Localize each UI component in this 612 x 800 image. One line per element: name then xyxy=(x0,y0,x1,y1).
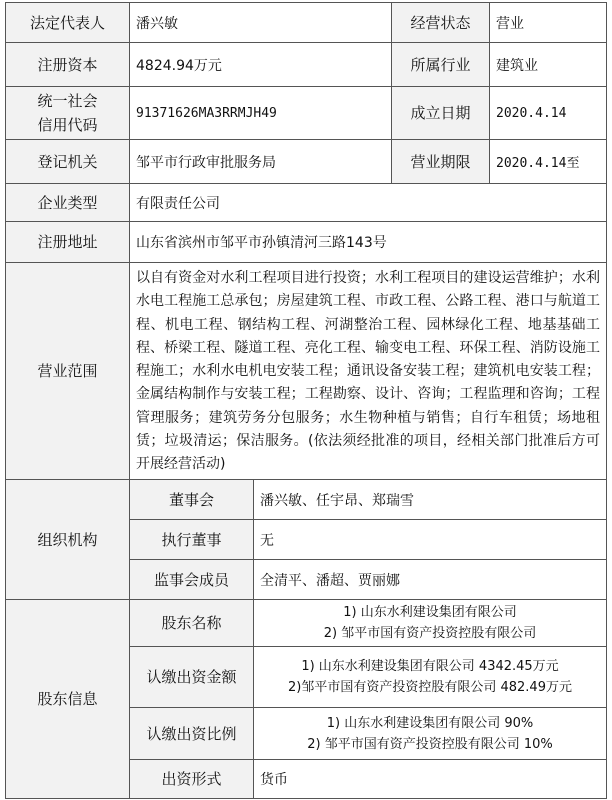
contribution-form-value: 货币 xyxy=(253,759,607,799)
contribution-form-label: 出资形式 xyxy=(129,759,254,799)
shareholders-label: 股东信息 xyxy=(5,599,130,799)
legal-rep-label: 法定代表人 xyxy=(5,2,130,43)
status-label: 经营状态 xyxy=(391,2,490,43)
list-item: 2) 邹平市国有资产投资控股有限公司 xyxy=(323,626,537,641)
shareholder-names-value xyxy=(253,599,607,647)
company-type-label: 企业类型 xyxy=(5,183,130,222)
subscribed-amount-label: 认缴出资金额 xyxy=(129,646,254,708)
company-type-value: 有限责任公司 xyxy=(129,183,607,222)
status-value: 营业 xyxy=(489,2,607,43)
subscribed-ratio-value xyxy=(253,707,607,760)
list-item: 2)邹平市国有资产投资控股有限公司 482.49万元 xyxy=(288,680,572,695)
industry-label: 所属行业 xyxy=(391,42,490,87)
address-label: 注册地址 xyxy=(5,221,130,263)
board-label: 董事会 xyxy=(129,479,254,520)
list-item: 2) 邹平市国有资产投资控股有限公司 10% xyxy=(307,736,553,752)
exec-director-label: 执行董事 xyxy=(129,519,254,560)
capital-value: 4824.94万元 xyxy=(129,42,392,87)
board-value: 潘兴敏、任宇昂、郑瑞雪 xyxy=(253,479,607,520)
scope-label: 营业范围 xyxy=(5,262,130,480)
list-item: 1) 山东水利建设集团有限公司 4342.45万元 xyxy=(301,659,559,674)
supervisors-value: 全清平、潘超、贾丽娜 xyxy=(253,559,607,600)
credit-code-label xyxy=(5,86,130,140)
industry-value: 建筑业 xyxy=(489,42,607,87)
scope-value: 以自有资金对水利工程项目进行投资；水利工程项目的建设运营维护；水利水电工程施工总承包；房屋建筑工程、市政工程、公路工程、港口与航道工程、机电工程、钢结构工程、河湖整治工程、园林绿化工程、地基基础工程、桥梁工程、隧道工程、亮化工程、输变电工程、环保工程、消防设施工程施工；水利水电机电安装工程；通讯设备安装工程；建筑机电安装工程；金属结构制作与安装工程；工程勘察、设计、咨询；工程监理和咨询；工程管理服务；建筑劳务分包服务；水生物种植与销售；自行车租赁；场地租赁；垃圾清运；保洁服务。(依法须经批准的项目，经相关部门批准后方可开展经营活动) xyxy=(129,262,607,480)
company-info-table xyxy=(5,2,607,799)
legal-rep-value: 潘兴敏 xyxy=(129,2,392,43)
list-item: 1) 山东水利建设集团有限公司 90% xyxy=(326,715,534,731)
authority-label: 登记机关 xyxy=(5,139,130,184)
subscribed-amount-value xyxy=(253,646,607,708)
credit-code-label-line2: 信用代码 xyxy=(37,116,98,134)
list-item: 1) 山东水利建设集团有限公司 xyxy=(343,605,517,620)
founded-label: 成立日期 xyxy=(391,86,490,140)
authority-value: 邹平市行政审批服务局 xyxy=(129,139,392,184)
capital-label: 注册资本 xyxy=(5,42,130,87)
founded-value: 2020.4.14 xyxy=(489,86,607,140)
credit-code-value: 91371626MA3RRMJH49 xyxy=(129,86,392,140)
org-label: 组织机构 xyxy=(5,479,130,600)
term-label: 营业期限 xyxy=(391,139,490,184)
subscribed-ratio-label: 认缴出资比例 xyxy=(129,707,254,760)
credit-code-label-line1: 统一社会 xyxy=(37,92,98,110)
exec-director-value: 无 xyxy=(253,519,607,560)
shareholder-names-label: 股东名称 xyxy=(129,599,254,647)
term-value: 2020.4.14至 xyxy=(489,139,607,184)
supervisors-label: 监事会成员 xyxy=(129,559,254,600)
address-value: 山东省滨州市邹平市孙镇清河三路143号 xyxy=(129,221,607,263)
